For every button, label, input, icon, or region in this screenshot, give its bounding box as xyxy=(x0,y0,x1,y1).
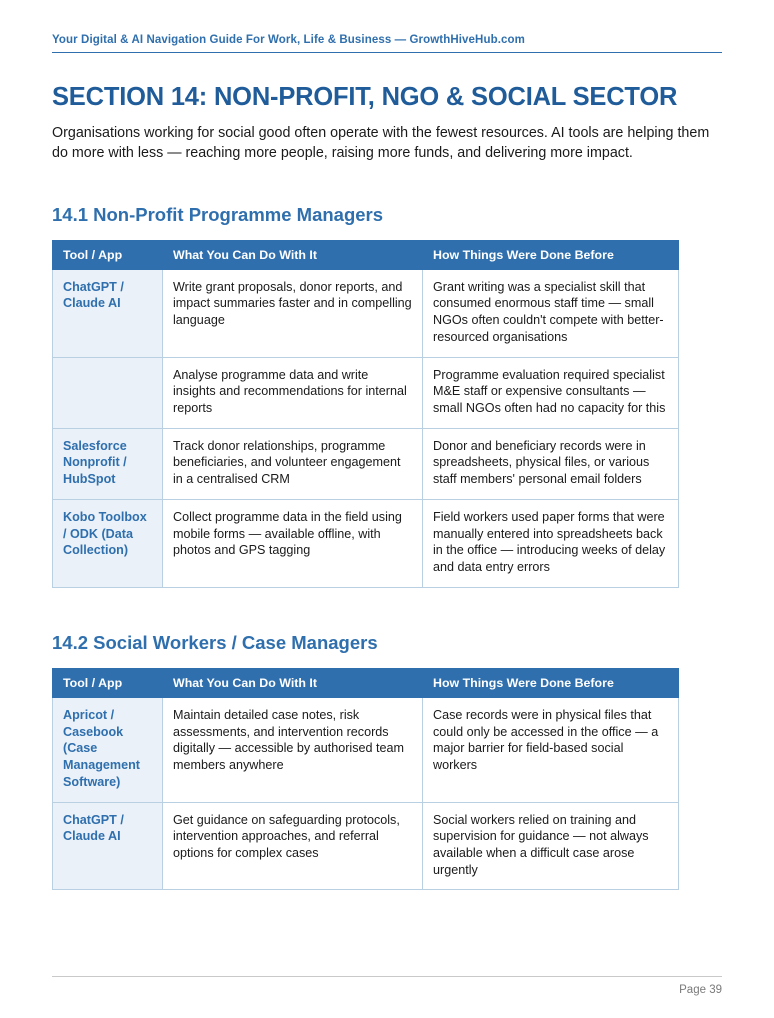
cell-before: Social workers relied on training and supervision for guidance — not always available when a difficult case arose urgently xyxy=(423,802,679,890)
cell-before: Grant writing was a specialist skill that consumed enormous staff time — small NGOs often couldn't compete with better-resourced organisations xyxy=(423,269,679,357)
cell-can-do: Collect programme data in the field using mobile forms — available offline, with photos and GPS tagging xyxy=(163,499,423,587)
cell-tool: ChatGPT / Claude AI xyxy=(53,269,163,357)
tools-table-14-1 xyxy=(52,240,679,588)
cell-can-do: Analyse programme data and write insights and recommendations for internal reports xyxy=(163,357,423,428)
column-header-tool: Tool / App xyxy=(53,240,163,269)
cell-can-do: Get guidance on safeguarding protocols, intervention approaches, and referral options for complex cases xyxy=(163,802,423,890)
column-header-how-before: How Things Were Done Before xyxy=(423,668,679,697)
table-row xyxy=(53,499,679,587)
header-divider xyxy=(52,52,722,53)
table-row xyxy=(53,697,679,802)
subsection-heading-14-2: 14.2 Social Workers / Case Managers xyxy=(52,631,378,653)
cell-tool: Salesforce Nonprofit / HubSpot xyxy=(53,428,163,499)
cell-before: Field workers used paper forms that were manually entered into spreadsheets back in the office — introducing weeks of delay and data entry errors xyxy=(423,499,679,587)
cell-tool: Kobo Toolbox / ODK (Data Collection) xyxy=(53,499,163,587)
page-number: Page 39 xyxy=(679,984,722,996)
column-header-how-before: How Things Were Done Before xyxy=(423,240,679,269)
section-intro-text: Organisations working for social good often operate with the fewest resources. AI tools are helping them do more with less — reaching more people, raising more funds, and delivering more impact. xyxy=(52,125,710,162)
page-header xyxy=(52,0,722,53)
cell-can-do: Track donor relationships, programme beneficiaries, and volunteer engagement in a centralised CRM xyxy=(163,428,423,499)
table-header-row xyxy=(53,668,679,697)
column-header-what-you-can-do: What You Can Do With It xyxy=(163,240,423,269)
subsection-heading-14-1: 14.1 Non-Profit Programme Managers xyxy=(52,203,384,225)
cell-tool: Apricot / Casebook (Case Management Software) xyxy=(53,697,163,802)
table-row xyxy=(53,428,679,499)
cell-can-do: Maintain detailed case notes, risk assessments, and intervention records digitally — accessible by authorised team members anywhere xyxy=(163,697,423,802)
table-row xyxy=(53,269,679,357)
column-header-what-you-can-do: What You Can Do With It xyxy=(163,668,423,697)
table-row xyxy=(53,802,679,890)
tools-table-14-2 xyxy=(52,668,679,891)
cell-before: Case records were in physical files that could only be accessed in the office — a major barrier for field-based social workers xyxy=(423,697,679,802)
table-header-row xyxy=(53,240,679,269)
page-title: SECTION 14: NON-PROFIT, NGO & SOCIAL SECTOR xyxy=(52,83,678,111)
cell-can-do: Write grant proposals, donor reports, and impact summaries faster and in compelling language xyxy=(163,269,423,357)
cell-before: Programme evaluation required specialist M&E staff or expensive consultants — small NGOs often had no capacity for this xyxy=(423,357,679,428)
table-row xyxy=(53,357,679,428)
header-tagline: Your Digital & AI Navigation Guide For Work, Life & Business — GrowthHiveHub.com xyxy=(52,34,525,46)
cell-tool: ChatGPT / Claude AI xyxy=(53,802,163,890)
cell-before: Donor and beneficiary records were in spreadsheets, physical files, or various staff members' personal email folders xyxy=(423,428,679,499)
page-footer xyxy=(52,976,722,996)
column-header-tool: Tool / App xyxy=(53,668,163,697)
cell-tool xyxy=(53,357,163,428)
